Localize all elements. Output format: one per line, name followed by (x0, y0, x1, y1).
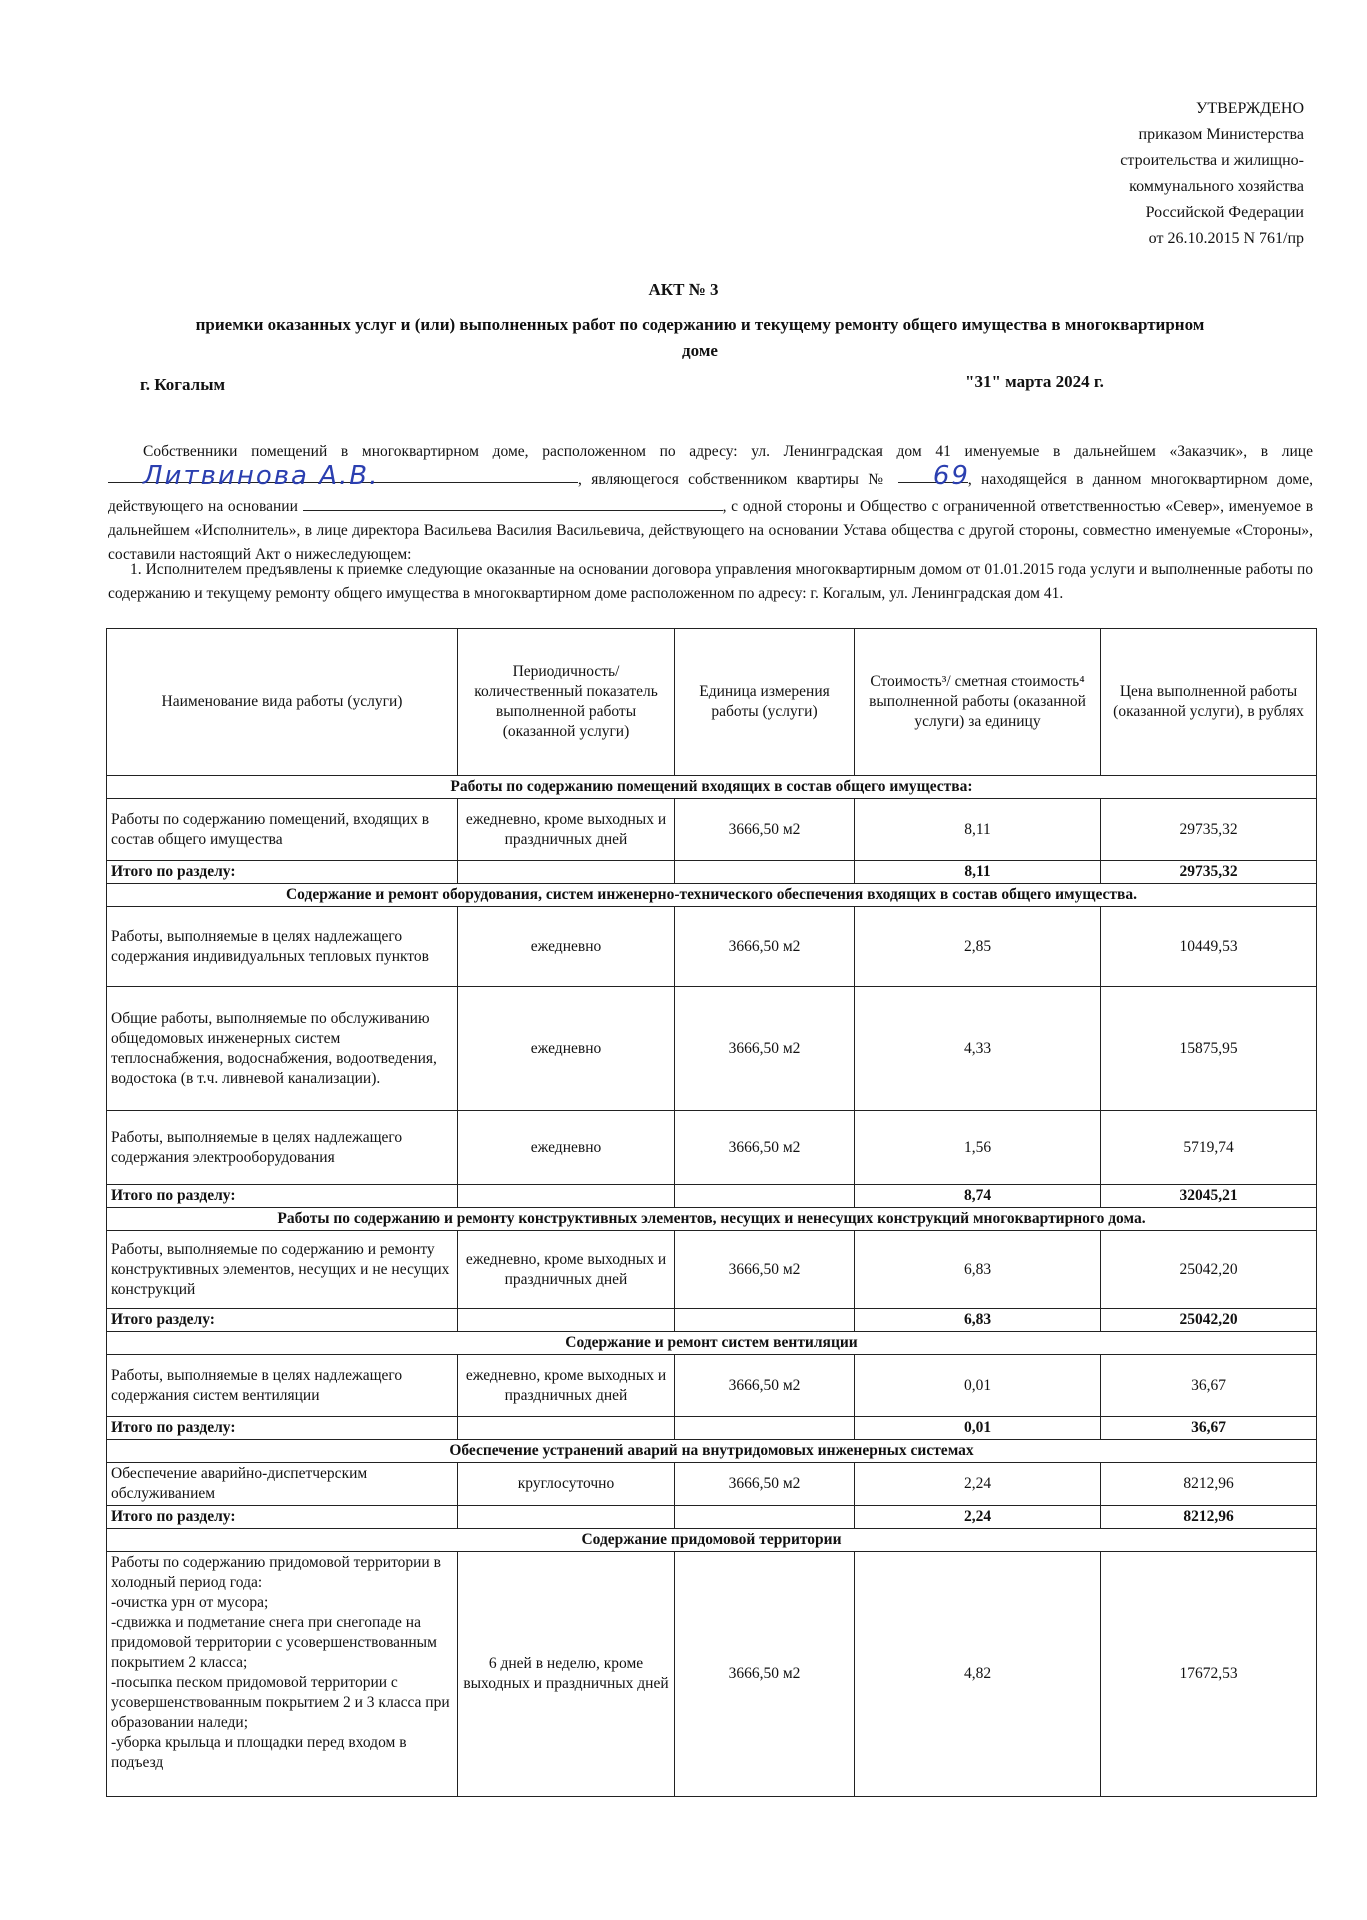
act-subtitle: приемки оказанных услуг и (или) выполненных работ по содержанию и текущему ремонту общего имущества в многоквартирном доме (195, 315, 1205, 360)
work-unit: 3666,50 м2 (675, 1355, 855, 1417)
act-number-title: АКТ № 3 (648, 280, 719, 299)
work-cost: 2,24 (855, 1463, 1101, 1506)
section-total-row: Итого разделу: 6,83 25042,20 (107, 1309, 1317, 1332)
intro-text-3: , находящейся в данном многоквартирном доме, действующего на основании (108, 471, 1313, 515)
basis-field (303, 492, 723, 511)
section-total-row: Итого по разделу: 0,01 36,67 (107, 1417, 1317, 1440)
work-unit: 3666,50 м2 (675, 907, 855, 987)
intro-paragraph (108, 440, 1313, 567)
work-cost: 6,83 (855, 1231, 1101, 1309)
work-period: круглосуточно (458, 1463, 675, 1506)
intro-text-1: Собственники помещений в многоквартирном доме, расположенном по адресу: ул. Ленинградская дом 41 именуемые в дальнейшем «Заказчик», в лице (143, 443, 1313, 460)
work-unit: 3666,50 м2 (675, 987, 855, 1111)
section-total-row: Итого по разделу: 8,11 29735,32 (107, 861, 1317, 884)
work-name: Общие работы, выполняемые по обслуживанию общедомовых инженерных систем теплоснабжения, водоснабжения, водоотведения, водостока (в т.ч. ливневой канализации). (107, 987, 458, 1111)
work-period: ежедневно (458, 1111, 675, 1185)
header-periodicity: Периодичность/ количественный показатель выполненной работы (оказанной услуги) (458, 629, 675, 776)
table-row (107, 1231, 1317, 1309)
intro-text-4: , с одной стороны и Общество с ограниченной ответственностью «Север», именуемое в дальнейшем «Исполнитель», в лице директора Васильева Василия Васильевича, действующего на основании Устава общества с другой стороны, совместно именуемые «Стороны», составили настоящий Акт о нижеследующем: (108, 498, 1314, 563)
work-price: 17672,53 (1101, 1552, 1317, 1797)
work-price: 8212,96 (1101, 1463, 1317, 1506)
section-header: Содержание и ремонт систем вентиляции (107, 1332, 1317, 1355)
work-unit: 3666,50 м2 (675, 1231, 855, 1309)
work-price: 29735,32 (1101, 799, 1317, 861)
work-cost: 4,82 (855, 1552, 1101, 1797)
work-unit: 3666,50 м2 (675, 1111, 855, 1185)
work-unit: 3666,50 м2 (675, 1552, 855, 1797)
section-total-row: Итого по разделу: 8,74 32045,21 (107, 1185, 1317, 1208)
work-price: 5719,74 (1101, 1111, 1317, 1185)
work-period: ежедневно, кроме выходных и праздничных дней (458, 1231, 675, 1309)
item-1-paragraph: 1. Исполнителем предъявлены к приемке следующие оказанные на основании договора управления многоквартирным домом от 01.01.2015 года услуги и выполненные работы по содержанию и текущему ремонту общего имущества в многоквартирном доме расположенном по адресу: г. Когалым, ул. Ленинградская дом 41. (108, 561, 1313, 602)
table-row (107, 1552, 1317, 1797)
work-price: 25042,20 (1101, 1231, 1317, 1309)
work-name: Работы, выполняемые в целях надлежащего содержания систем вентиляции (107, 1355, 458, 1417)
section-header: Работы по содержанию и ремонту конструктивных элементов, несущих и ненесущих конструкций многоквартирного дома. (107, 1208, 1317, 1231)
handwritten-signature: Литвинова А.В. (143, 461, 380, 491)
section-header: Обеспечение устранений аварий на внутридомовых инженерных системах (107, 1440, 1317, 1463)
work-unit: 3666,50 м2 (675, 1463, 855, 1506)
table-row (107, 1111, 1317, 1185)
act-date: "31" марта 2024 г. (965, 372, 1104, 391)
apartment-number: 69 (932, 461, 970, 491)
header-work-name: Наименование вида работы (услуги) (107, 629, 458, 776)
header-unit: Единица измерения работы (услуги) (675, 629, 855, 776)
work-period: ежедневно (458, 907, 675, 987)
work-name: Работы по содержанию придомовой территории в холодный период года: -очистка урн от мусора; -сдвижка и подметание снега при снегопаде на придомовой территории с усовершенствованным покрытием 2 класса; -посыпка песком придомовой территории с усовершенствованным покрытием 2 и 3 класса при образовании наледи; -уборка крыльца и площадки перед входом в подъезд (107, 1552, 458, 1797)
works-table (106, 628, 1317, 1797)
work-cost: 2,85 (855, 907, 1101, 987)
work-name: Обеспечение аварийно-диспетчерским обслуживанием (107, 1463, 458, 1506)
work-cost: 8,11 (855, 799, 1101, 861)
table-row (107, 1355, 1317, 1417)
act-city: г. Когалым (140, 375, 226, 394)
work-cost: 4,33 (855, 987, 1101, 1111)
work-period: 6 дней в неделю, кроме выходных и праздничных дней (458, 1552, 675, 1797)
intro-text-2: , являющегося собственником квартиры № (578, 471, 889, 488)
work-name: Работы, выполняемые по содержанию и ремонту конструктивных элементов, несущих и не несущих конструкций (107, 1231, 458, 1309)
signature-field (108, 461, 578, 491)
approval-line: УТВЕРЖДЕНО (1195, 100, 1304, 117)
approval-line: коммунального хозяйства (1129, 178, 1304, 195)
work-period: ежедневно, кроме выходных и праздничных дней (458, 1355, 675, 1417)
section-header: Содержание придомовой территории (107, 1529, 1317, 1552)
work-price: 36,67 (1101, 1355, 1317, 1417)
work-cost: 0,01 (855, 1355, 1101, 1417)
approval-line: приказом Министерства (1138, 126, 1304, 143)
work-period: ежедневно (458, 987, 675, 1111)
approval-line: строительства и жилищно- (1120, 152, 1304, 169)
approval-line: от 26.10.2015 N 761/пр (1148, 230, 1304, 247)
apartment-field (898, 461, 970, 491)
header-unit-cost: Стоимость³/ сметная стоимость⁴ выполненной работы (оказанной услуги) за единицу (855, 629, 1101, 776)
table-row (107, 1463, 1317, 1506)
approval-stamp (984, 96, 1304, 252)
header-price: Цена выполненной работы (оказанной услуги), в рублях (1101, 629, 1317, 776)
work-name: Работы по содержанию помещений, входящих в состав общего имущества (107, 799, 458, 861)
section-total-row: Итого по разделу: 2,24 8212,96 (107, 1506, 1317, 1529)
section-header: Содержание и ремонт оборудования, систем инженерно-технического обеспечения входящих в состав общего имущества. (107, 884, 1317, 907)
work-name: Работы, выполняемые в целях надлежащего содержания индивидуальных тепловых пунктов (107, 907, 458, 987)
table-header-row (107, 629, 1317, 776)
work-cost: 1,56 (855, 1111, 1101, 1185)
table-row (107, 907, 1317, 987)
work-name: Работы, выполняемые в целях надлежащего содержания электрооборудования (107, 1111, 458, 1185)
approval-line: Российской Федерации (1145, 204, 1304, 221)
table-row (107, 987, 1317, 1111)
work-period: ежедневно, кроме выходных и праздничных дней (458, 799, 675, 861)
section-header: Работы по содержанию помещений входящих в состав общего имущества: (107, 776, 1317, 799)
work-price: 10449,53 (1101, 907, 1317, 987)
work-unit: 3666,50 м2 (675, 799, 855, 861)
table-row (107, 799, 1317, 861)
work-price: 15875,95 (1101, 987, 1317, 1111)
